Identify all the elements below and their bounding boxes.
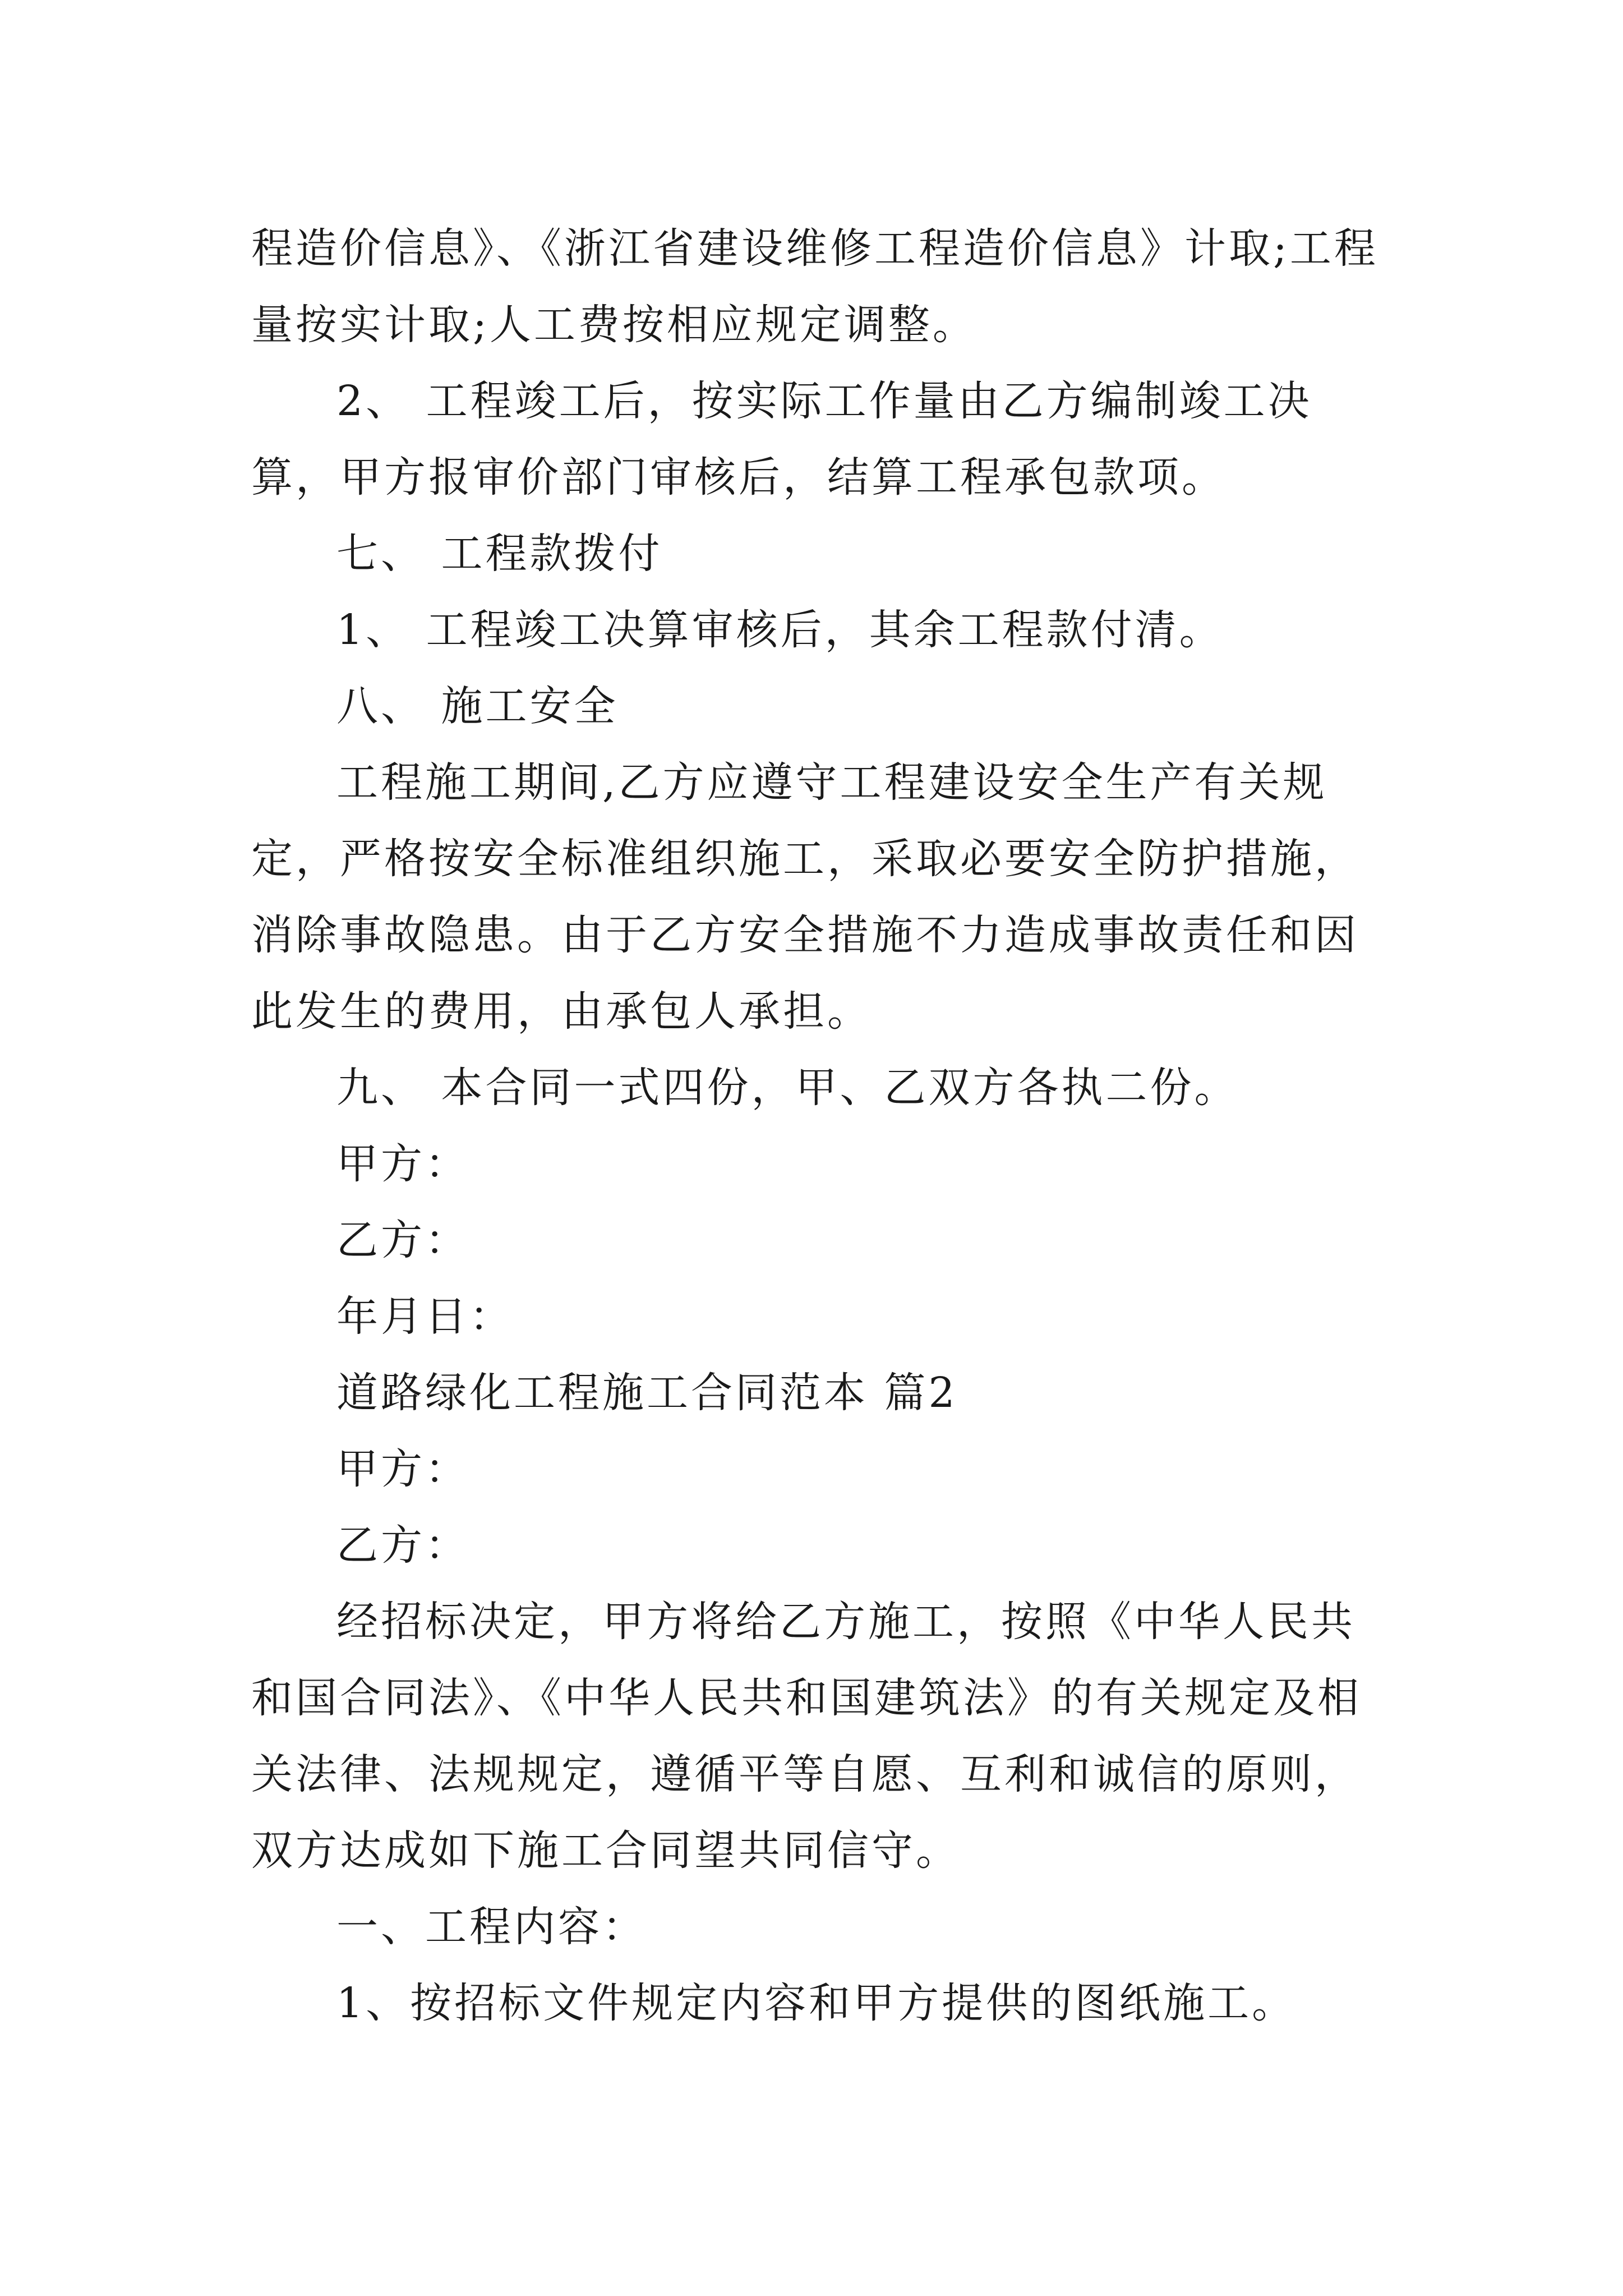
section-heading-safety: 八、 施工安全 — [336, 682, 619, 730]
paragraph-copies-clause: 九、 本合同一式四份，甲、乙双方各执二份。 — [336, 1064, 1239, 1112]
party-a-signature-line: 甲方： — [336, 1140, 469, 1188]
paragraph-scope-item-1: 1、按招标文件规定内容和甲方提供的图纸施工。 — [336, 1979, 1297, 2027]
party-a-line: 甲方： — [336, 1445, 469, 1493]
paragraph-safety-clause: 工程施工期间,乙方应遵守工程建设安全生产有关规定，严格按安全标准组织施工，采取必要安全防护措施，消除事故隐患。由于乙方安全措施不力造成事故责任和因此发生的费用，由承包人承担。 — [251, 758, 1359, 1036]
document-body — [251, 210, 1390, 2041]
party-b-signature-line: 乙方： — [336, 1216, 469, 1264]
paragraph-pricing-continuation: 程造价信息》、《浙江省建设维修工程造价信息》计取;工程量按实计取;人工费按相应规定调整。 — [251, 224, 1378, 349]
section-heading-scope: 一、工程内容： — [336, 1903, 647, 1951]
paragraph-payment-clause: 1、 工程竣工决算审核后，其余工程款付清。 — [336, 606, 1224, 654]
date-line: 年月日： — [336, 1292, 514, 1341]
paragraph-preamble: 经招标决定，甲方将给乙方施工，按照《中华人民共和国合同法》、《中华人民共和国建筑法》的有关规定及相关法律、法规规定，遵循平等自愿、互利和诚信的原则，双方达成如下施工合同望共同信守。 — [251, 1598, 1362, 1875]
contract-title-part-2: 道路绿化工程施工合同范本 篇2 — [336, 1369, 958, 1417]
party-b-line: 乙方： — [336, 1521, 469, 1570]
section-heading-payment: 七、 工程款拨付 — [336, 530, 663, 578]
paragraph-final-settlement: 2、 工程竣工后，按实际工作量由乙方编制竣工决算，甲方报审价部门审核后，结算工程承包款项。 — [251, 377, 1312, 501]
